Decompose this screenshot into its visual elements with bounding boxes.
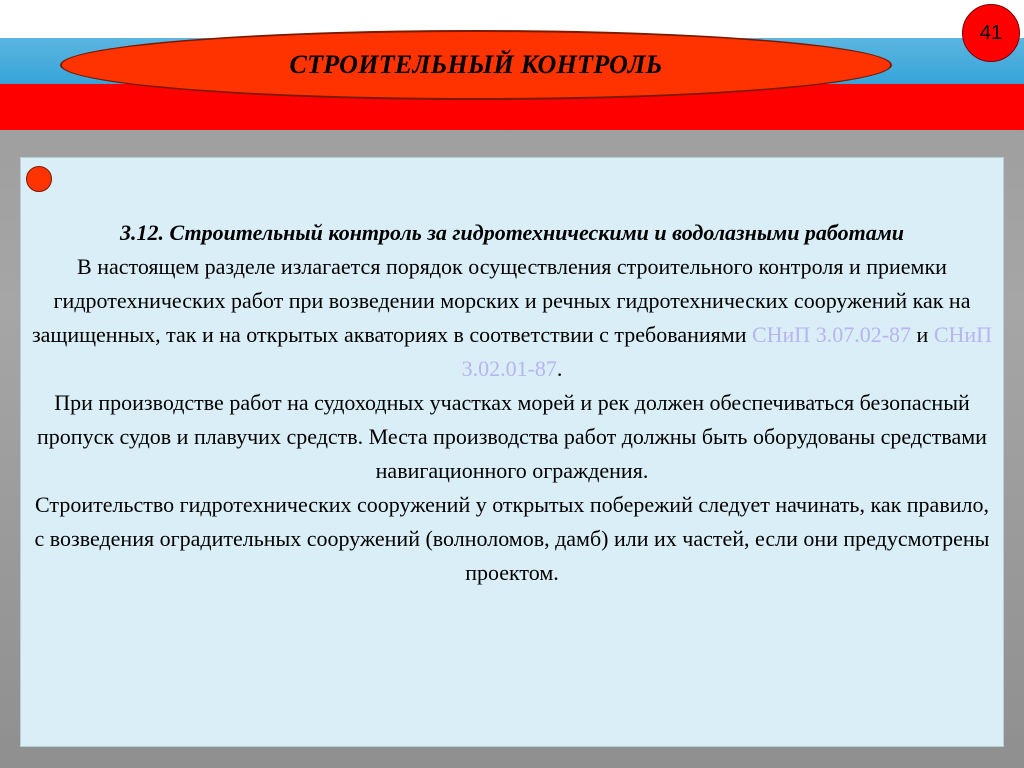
- page-title: СТРОИТЕЛЬНЫЙ КОНТРОЛЬ: [289, 50, 663, 79]
- snip-link-3-02-01-87[interactable]: СНиП 3.02.01-87: [461, 322, 993, 381]
- paragraph-2: При производстве работ на судоходных участках морей и рек должен обеспечиваться безопасный пропуск судов и плавучих средств. Места производства работ должны быть оборудованы средствами навигационного ограждения.: [37, 390, 987, 483]
- paragraph-1-text: В настоящем разделе излагается порядок осуществления строительного контроля и приемки гидротехнических работ при возведении морских и речных гидротехнических сооружений как на защищенных, так и на открытых акваториях в соответствии с требованиями: [31, 254, 971, 347]
- title-ellipse: [60, 30, 892, 100]
- paragraph-3: Строительство гидротехнических сооружений у открытых побережий следует начинать, как правило, с возведения оградительных сооружений (волноломов, дамб) или их частей, если они предусмотрены проектом.: [34, 492, 990, 585]
- paragraph-1: [30, 250, 994, 386]
- section-heading: 3.12. Строительный контроль за гидротехническими и водолазными работами: [119, 220, 905, 245]
- paragraph-1-end: .: [556, 356, 563, 381]
- content-text-block: [30, 216, 994, 590]
- conjunction-text: и: [911, 322, 934, 347]
- page-number-badge: 41: [962, 4, 1020, 62]
- snip-link-3-07-02-87[interactable]: СНиП 3.07.02-87: [751, 322, 912, 347]
- bullet-dot-icon: [26, 166, 52, 192]
